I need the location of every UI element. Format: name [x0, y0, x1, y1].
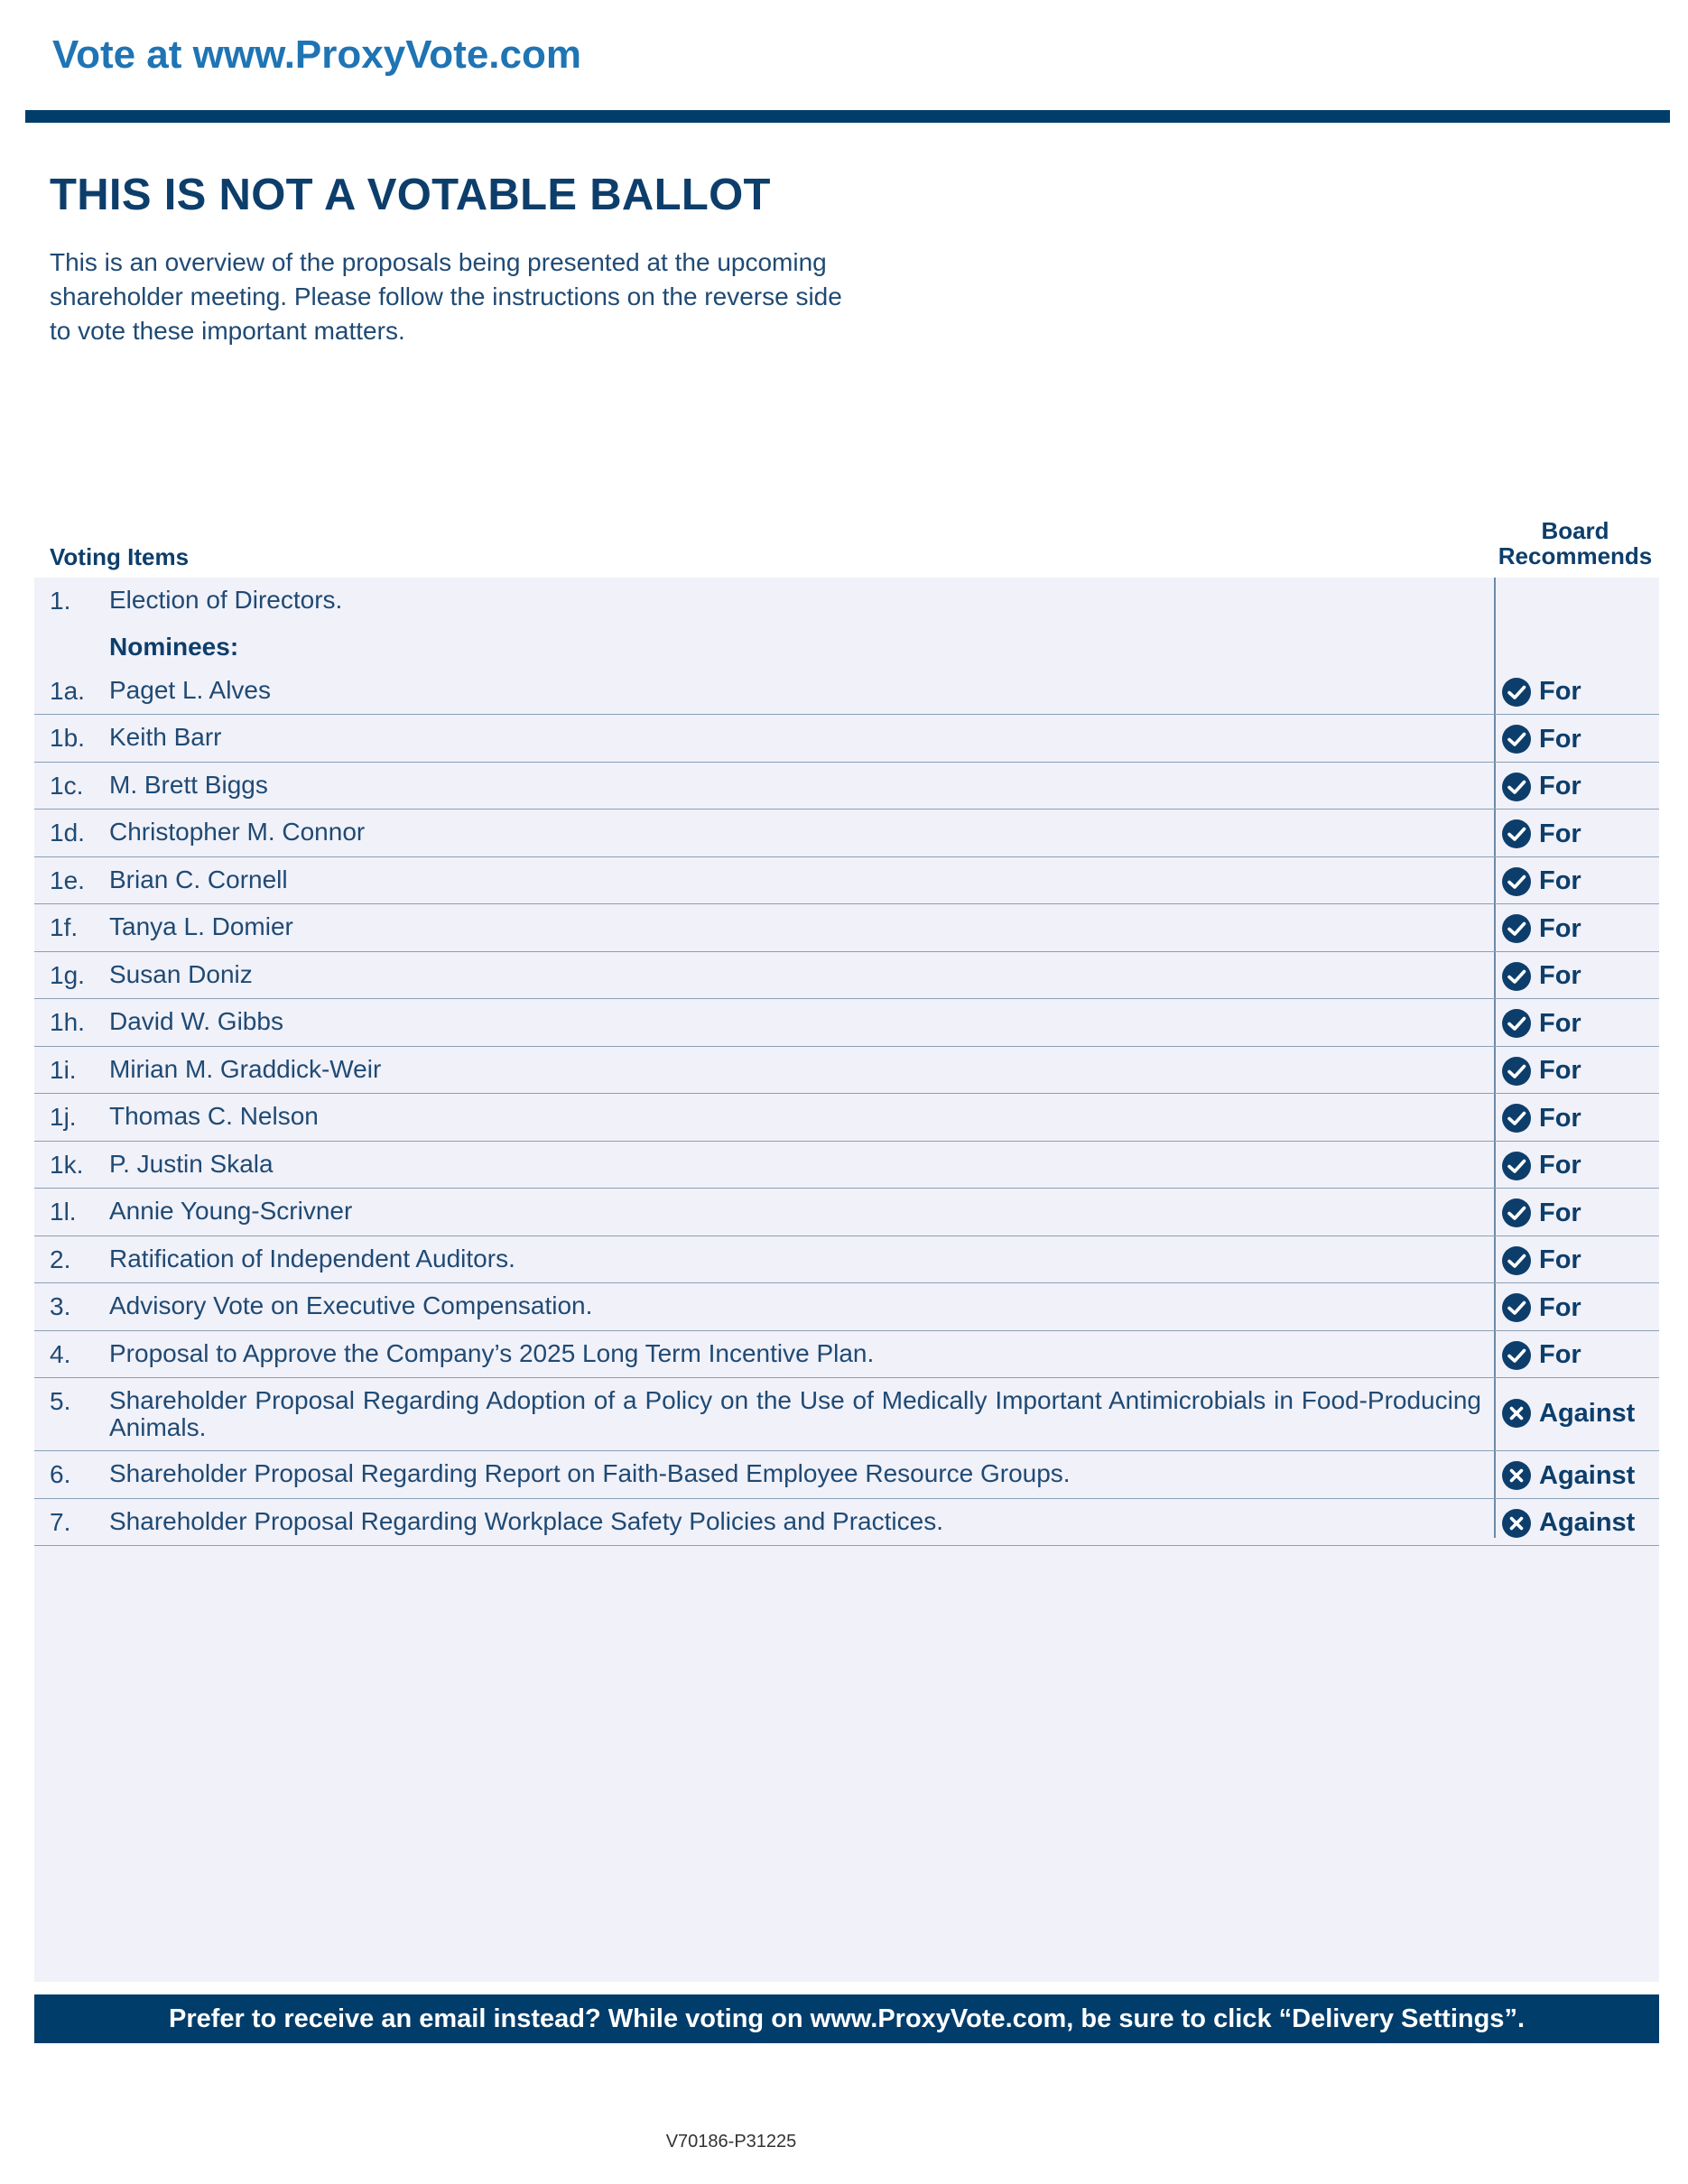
recommendation-label: For — [1539, 724, 1581, 754]
recommendation-label: For — [1539, 1198, 1581, 1227]
recommendation-for — [1501, 677, 1581, 708]
voting-item — [34, 1047, 1659, 1095]
voting-item — [34, 763, 1659, 810]
item-number: 2. — [50, 1245, 71, 1273]
check-circle-icon — [1501, 819, 1532, 849]
item-number: 1e. — [50, 865, 85, 894]
item-text: Paget L. Alves — [109, 675, 272, 704]
item-text: Christopher M. Connor — [109, 818, 366, 846]
check-circle-icon — [1501, 961, 1532, 992]
item-text: Advisory Vote on Executive Compensation. — [109, 1291, 593, 1319]
recommendation-for — [1501, 866, 1581, 897]
recommendation-for — [1501, 1103, 1581, 1134]
recommendation-label: For — [1539, 772, 1581, 800]
voting-item — [34, 952, 1659, 1000]
recommendation-label: For — [1539, 1340, 1581, 1369]
item-text: P. Justin Skala — [109, 1149, 274, 1178]
item-number: 1b. — [50, 724, 85, 752]
check-circle-icon — [1501, 772, 1532, 802]
voting-item — [34, 578, 1659, 625]
check-circle-icon — [1501, 1198, 1532, 1228]
voting-item — [34, 1499, 1659, 1547]
voting-item — [34, 857, 1659, 905]
check-circle-icon — [1501, 724, 1532, 754]
item-number: 1d. — [50, 819, 85, 847]
recommendation-label: For — [1539, 1292, 1581, 1322]
item-number: 1g. — [50, 960, 85, 989]
recommendation-for — [1501, 1198, 1581, 1228]
check-circle-icon — [1501, 1056, 1532, 1087]
voting-item — [34, 668, 1659, 716]
column-header-board-recommends — [1485, 518, 1665, 569]
item-text: David W. Gibbs — [109, 1007, 283, 1035]
voting-item — [34, 1236, 1659, 1284]
item-text: Thomas C. Nelson — [109, 1102, 319, 1130]
recommendation-against — [1501, 1460, 1635, 1491]
item-number: 1i. — [50, 1055, 77, 1084]
item-text: Mirian M. Graddick-Weir — [109, 1054, 382, 1083]
recommendation-label: For — [1539, 961, 1581, 990]
item-number: 4. — [50, 1339, 71, 1368]
recommendation-label: For — [1539, 1103, 1581, 1133]
item-number: 7. — [50, 1507, 71, 1536]
voting-item — [34, 904, 1659, 952]
item-number: 1f. — [50, 913, 79, 941]
item-text: Brian C. Cornell — [109, 865, 288, 893]
page-title: THIS IS NOT A VOTABLE BALLOT — [50, 171, 771, 219]
item-text: Susan Doniz — [109, 959, 253, 988]
recommendation-label: Against — [1539, 1398, 1636, 1428]
board-label: Board — [1541, 517, 1609, 544]
check-circle-icon — [1501, 1103, 1532, 1134]
recommendation-label: For — [1539, 819, 1581, 848]
check-circle-icon — [1501, 1340, 1532, 1371]
item-text: Proposal to Approve the Company’s 2025 Long Term Incentive Plan. — [109, 1338, 875, 1367]
recommendation-for — [1501, 819, 1581, 849]
nominees-heading: Nominees: — [109, 632, 239, 661]
item-text: Annie Young-Scrivner — [109, 1197, 353, 1225]
recommendation-label: For — [1539, 913, 1581, 943]
voting-item — [34, 715, 1659, 763]
item-number: 1j. — [50, 1103, 77, 1131]
email-delivery-banner — [34, 1994, 1659, 2043]
voting-item — [34, 1331, 1659, 1379]
voting-item — [34, 1094, 1659, 1142]
check-circle-icon — [1501, 913, 1532, 944]
item-number: 1c. — [50, 771, 84, 800]
check-circle-icon — [1501, 1245, 1532, 1276]
recommendation-label: For — [1539, 1151, 1581, 1180]
recommendation-for — [1501, 1340, 1581, 1371]
item-text: M. Brett Biggs — [109, 770, 268, 799]
item-text: Shareholder Proposal Regarding Adoption of a Policy on the Use of Medically Important Antimicrobials in Food-Producing Animals. — [109, 1386, 1481, 1441]
recommendation-for — [1501, 1292, 1581, 1323]
item-text: Election of Directors. — [109, 586, 343, 614]
recommends-label: Recommends — [1498, 542, 1653, 569]
item-number: 1h. — [50, 1008, 85, 1036]
check-circle-icon — [1501, 1151, 1532, 1181]
check-circle-icon — [1501, 1292, 1532, 1323]
recommendation-for — [1501, 913, 1581, 944]
nominees-heading-row — [34, 625, 1659, 668]
recommendation-label: For — [1539, 1245, 1581, 1274]
item-number: 6. — [50, 1460, 71, 1488]
voting-item — [34, 1283, 1659, 1331]
item-text: Tanya L. Domier — [109, 912, 293, 940]
recommendation-label: Against — [1539, 1508, 1636, 1537]
item-text: Shareholder Proposal Regarding Workplace Safety Policies and Practices. — [109, 1506, 943, 1535]
voting-item — [34, 1189, 1659, 1236]
recommendation-label: For — [1539, 1056, 1581, 1085]
email-delivery-text: Prefer to receive an email instead? While voting on www.ProxyVote.com, be sure to click “Delivery Settings”. — [169, 2004, 1525, 2033]
recommendation-label: Against — [1539, 1460, 1636, 1490]
voting-item — [34, 1142, 1659, 1189]
recommendation-label: For — [1539, 677, 1581, 706]
item-text: Shareholder Proposal Regarding Report on Faith-Based Employee Resource Groups. — [109, 1459, 1071, 1487]
item-number: 1k. — [50, 1150, 84, 1179]
recommendation-for — [1501, 772, 1581, 802]
recommendation-for — [1501, 1151, 1581, 1181]
recommendation-for — [1501, 1008, 1581, 1039]
voting-item — [34, 810, 1659, 857]
item-text: Ratification of Independent Auditors. — [109, 1244, 515, 1272]
recommendation-against — [1501, 1508, 1635, 1539]
recommendation-label: For — [1539, 1008, 1581, 1038]
recommendation-for — [1501, 724, 1581, 754]
recommendation-against — [1501, 1398, 1635, 1429]
check-circle-icon — [1501, 866, 1532, 897]
x-circle-icon — [1501, 1508, 1532, 1539]
item-number: 1. — [50, 587, 71, 615]
item-number: 3. — [50, 1292, 71, 1320]
document-code: V70186-P31225 — [665, 2132, 797, 2152]
vote-at-proxyvote-header: Vote at www.ProxyVote.com — [52, 32, 581, 77]
intro-paragraph: This is an overview of the proposals being presented at the upcoming shareholder meeting. Please follow the instructions on the reverse side to vote these important matters. — [50, 248, 842, 345]
voting-items-list — [34, 578, 1659, 1546]
voting-item — [34, 1451, 1659, 1499]
item-number: 1a. — [50, 676, 85, 705]
column-header-voting-items: Voting Items — [50, 543, 190, 570]
item-number: 5. — [50, 1387, 71, 1415]
recommendation-for — [1501, 1245, 1581, 1276]
x-circle-icon — [1501, 1460, 1532, 1491]
check-circle-icon — [1501, 677, 1532, 708]
header-rule — [25, 110, 1670, 123]
recommendation-for — [1501, 1056, 1581, 1087]
check-circle-icon — [1501, 1008, 1532, 1039]
recommendation-label: For — [1539, 866, 1581, 895]
x-circle-icon — [1501, 1398, 1532, 1429]
item-number: 1l. — [50, 1198, 77, 1226]
voting-item — [34, 1378, 1659, 1451]
item-text: Keith Barr — [109, 723, 222, 751]
recommendation-for — [1501, 961, 1581, 992]
voting-item — [34, 999, 1659, 1047]
